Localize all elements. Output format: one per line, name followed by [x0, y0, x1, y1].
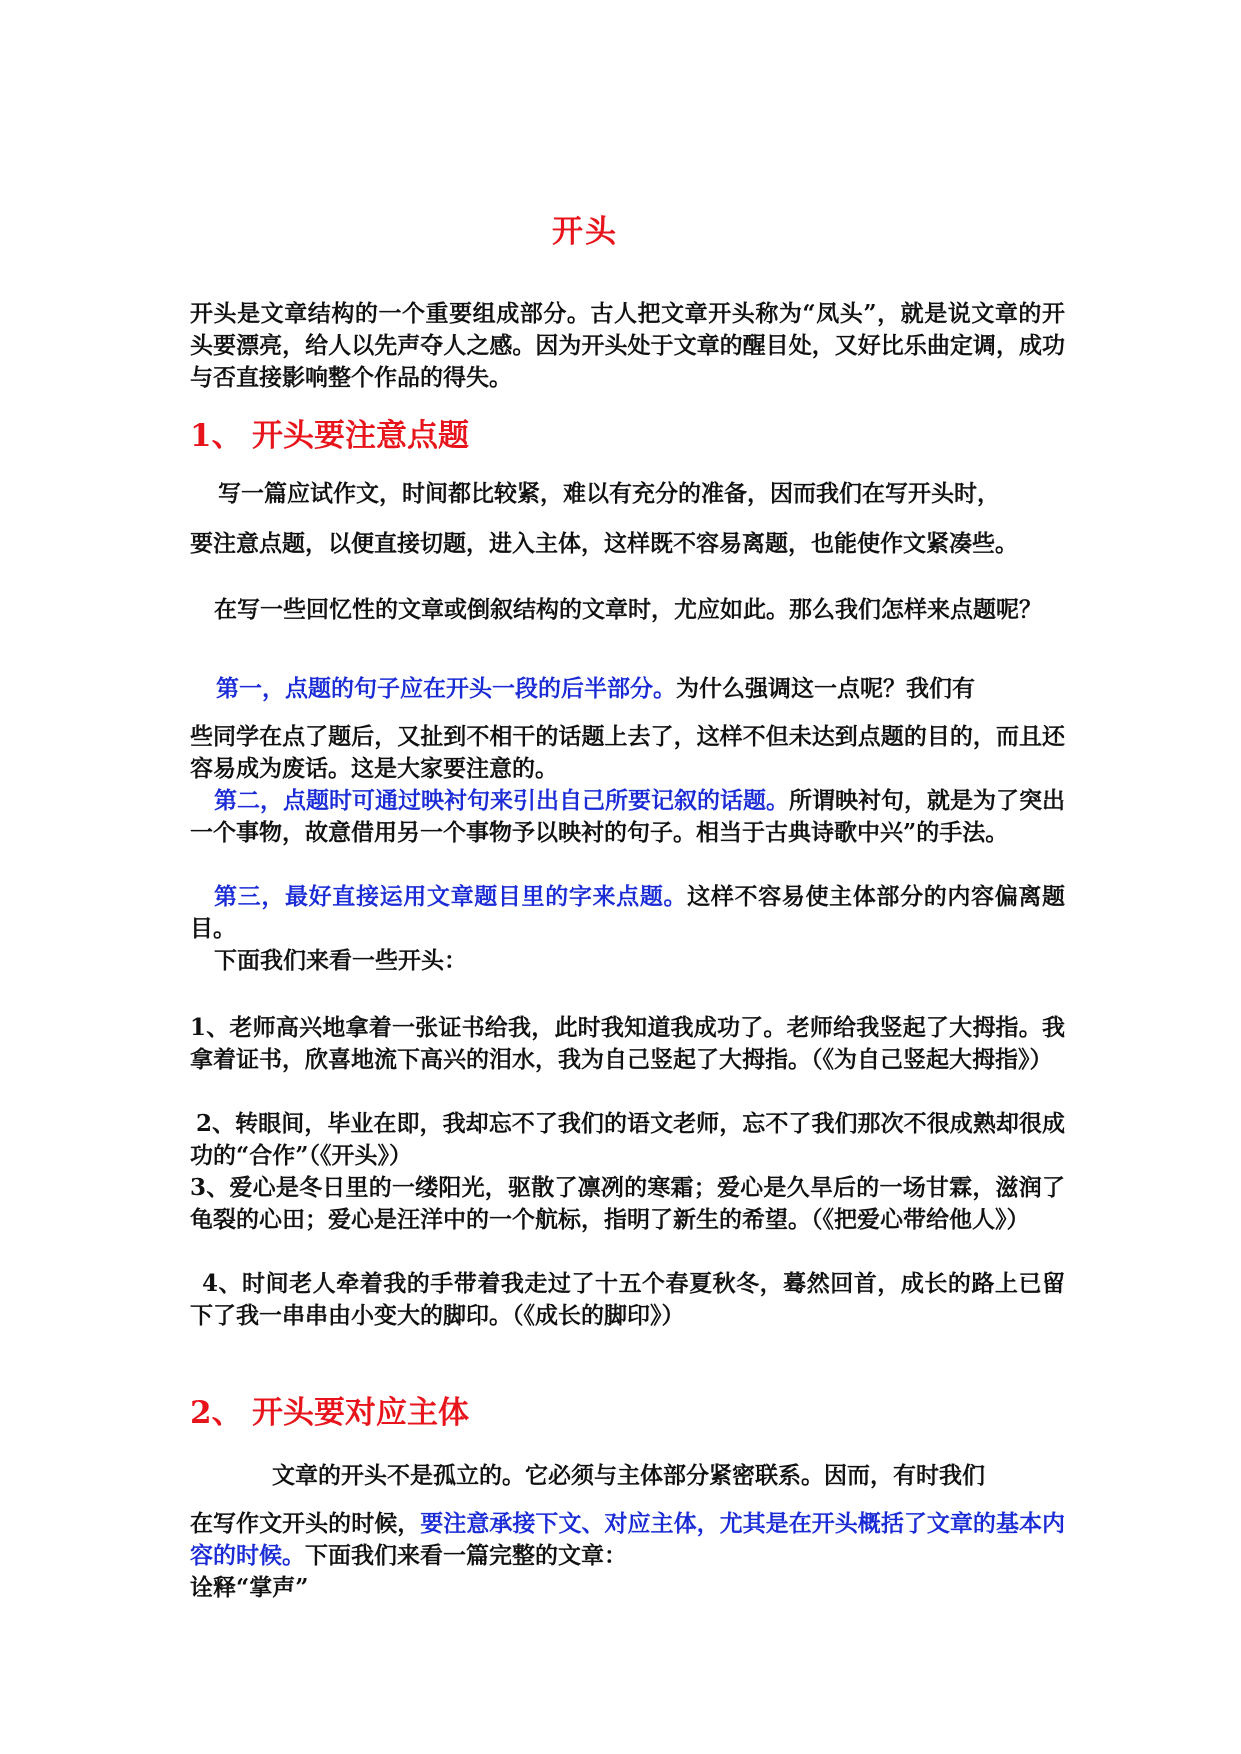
- point-one-emphasis: 第一，点题的句子应在开头一段的后半部分。: [216, 675, 676, 702]
- example-3: 3、爱心是冬日里的一缕阳光，驱散了凛冽的寒霜；爱心是久旱后的一场甘霖，滋润了龟裂的心田；爱心是汪洋中的一个航标，指明了新生的希望。（《把爱心带给他人》）: [190, 1174, 1065, 1233]
- section-1-para-1: 写一篇应试作文，时间都比较紧，难以有充分的准备，因而我们在写开头时，: [218, 480, 1000, 507]
- page-title: 开头: [552, 214, 618, 250]
- section-2-text-b: 下面我们来看一篇完整的文章：: [305, 1542, 627, 1569]
- essay-title: 诠释“掌声”: [190, 1574, 309, 1601]
- section-2-emphasis: 要注意承接下文、对应主体，尤其是在开头概括了文章的基本内容的时候。: [190, 1510, 1066, 1569]
- examples-lead: 下面我们来看一些开头：: [214, 947, 467, 974]
- example-2: 2、转眼间，毕业在即，我却忘不了我们的语文老师，忘不了我们那次不很成熟却很成功的“合作”（《开头》）: [190, 1110, 1065, 1169]
- section-2-para-2: [190, 1508, 1065, 1572]
- section-1-para-2: 要注意点题，以便直接切题，进入主体，这样既不容易离题，也能使作文紧凑些。: [190, 530, 1018, 557]
- section-2-title: 开头要对应主体: [252, 1395, 469, 1431]
- point-two-paragraph: [190, 785, 1065, 849]
- example-4: 4、时间老人牵着我的手带着我走过了十五个春夏秋冬，蓦然回首，成长的路上已留下了我一串串由小变大的脚印。（《成长的脚印》）: [190, 1270, 1065, 1329]
- example-1: 1、老师高兴地拿着一张证书给我，此时我知道我成功了。老师给我竖起了大拇指。我拿着证书，欣喜地流下高兴的泪水，我为自己竖起了大拇指。（《为自己竖起大拇指》）: [190, 1014, 1065, 1073]
- point-two-text: 所谓映衬句，就是为了突出一个事物，故意借用另一个事物予以映衬的句子。相当于古典诗歌中兴”的手法。: [190, 787, 1065, 846]
- section-1-title: 开头要注意点题: [252, 418, 469, 454]
- point-one-continuation: 些同学在点了题后，又扯到不相干的话题上去了，这样不但未达到点题的目的，而且还容易成为废话。这是大家要注意的。: [190, 723, 1065, 782]
- section-1-para-3: 在写一些回忆性的文章或倒叙结构的文章时，尤应如此。那么我们怎样来点题呢？: [214, 596, 1042, 623]
- section-2-number: 2、: [190, 1395, 243, 1431]
- point-three-text: 这样不容易使主体部分的内容偏离题目。: [190, 883, 1066, 942]
- section-2-text-a: 在写作文开头的时候，: [190, 1510, 421, 1537]
- point-three-paragraph: [190, 881, 1065, 945]
- section-2-heading: [190, 1387, 469, 1432]
- point-one-text-a: 为什么强调这一点呢？我们有: [676, 675, 975, 702]
- point-one-line-1: [190, 673, 1065, 705]
- section-1-heading: [190, 410, 469, 455]
- point-three-emphasis: 第三，最好直接运用文章题目里的字来点题。: [214, 883, 688, 910]
- section-1-number: 1、: [190, 418, 243, 454]
- point-two-emphasis: 第二，点题时可通过映衬句来引出自己所要记叙的话题。: [214, 787, 789, 814]
- intro-paragraph: 开头是文章结构的一个重要组成部分。古人把文章开头称为“凤头”，就是说文章的开头要漂亮，给人以先声夺人之感。因为开头处于文章的醒目处，又好比乐曲定调，成功与否直接影响整个作品的得失。: [190, 300, 1065, 391]
- section-2-para-1: 文章的开头不是孤立的。它必须与主体部分紧密联系。因而，有时我们: [272, 1462, 985, 1489]
